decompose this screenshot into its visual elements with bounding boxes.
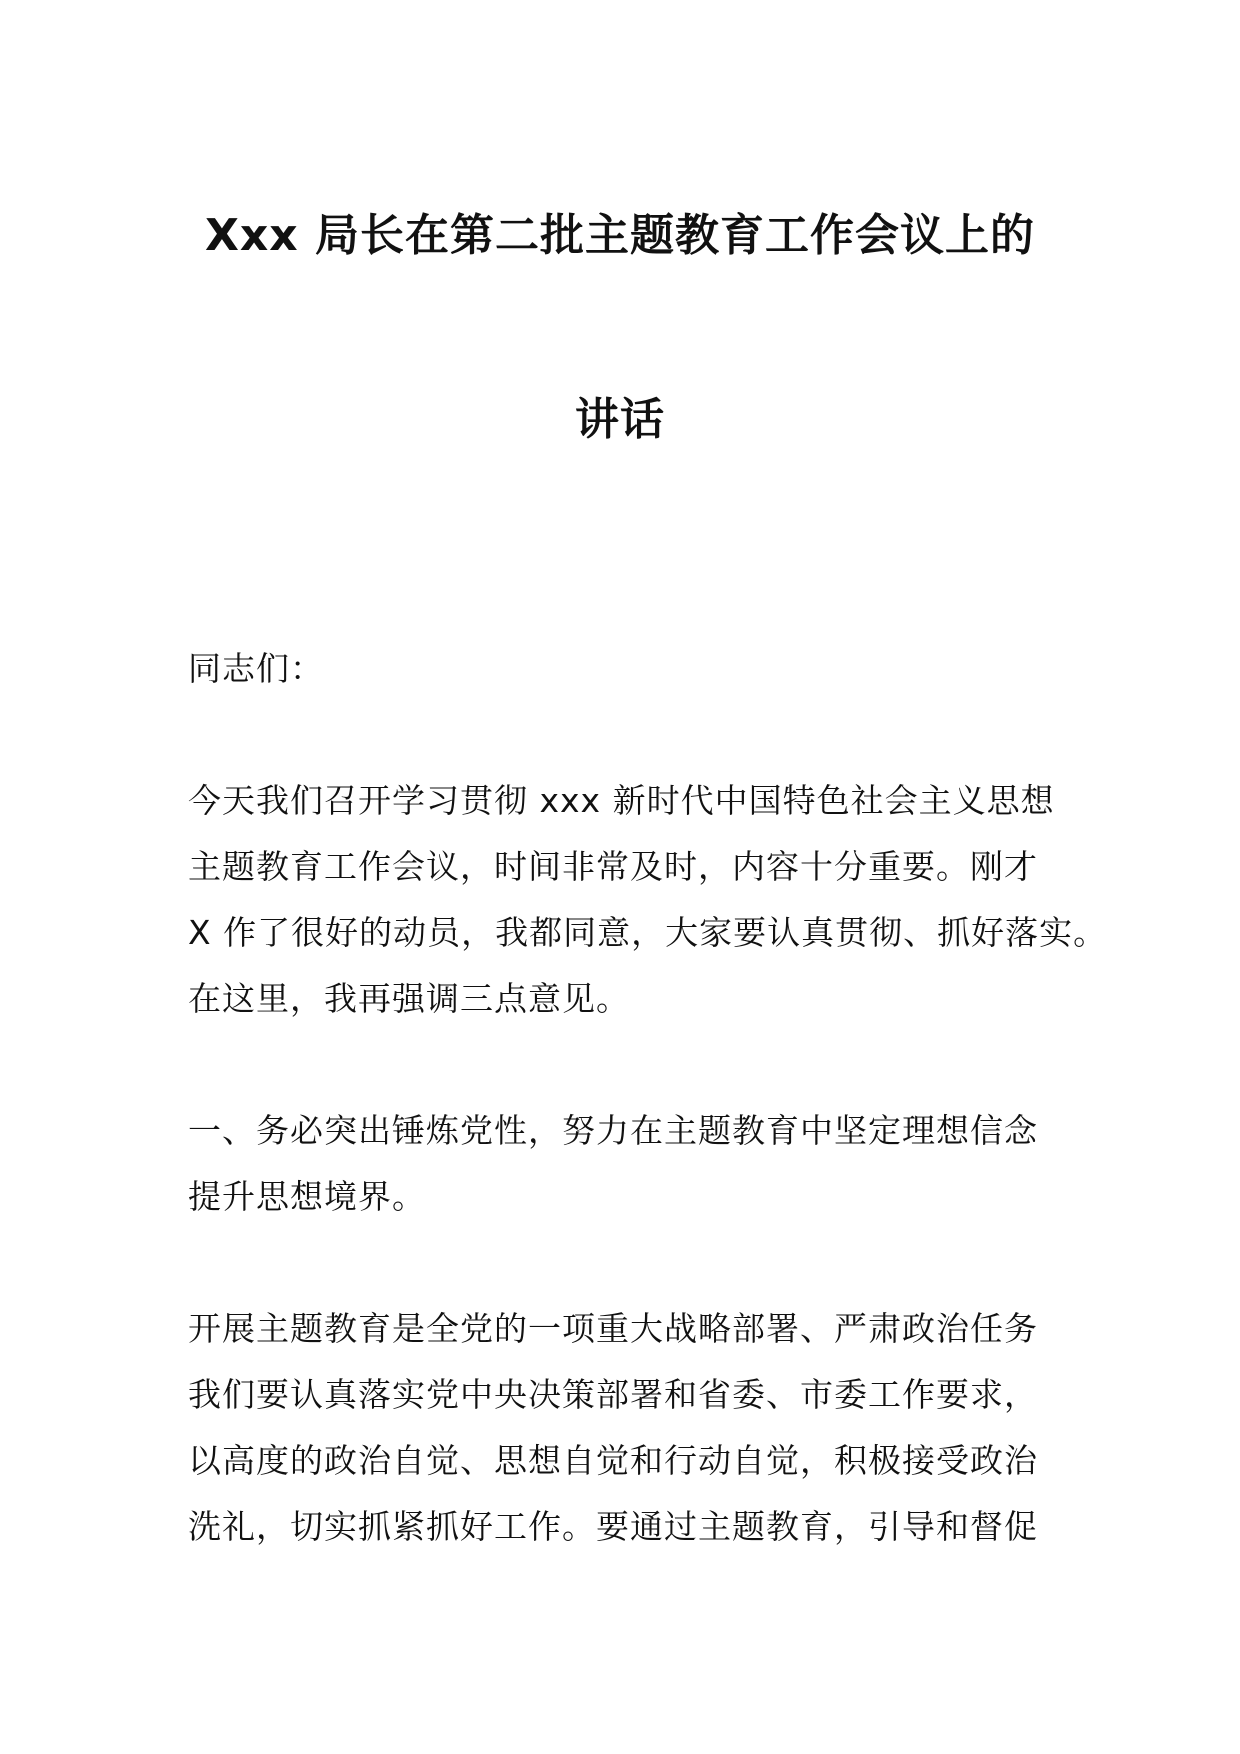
paragraph-body [188, 1296, 1068, 1560]
heading-line: 提升思想境界。 [188, 1177, 426, 1216]
salutation: 同志们： [188, 649, 324, 688]
paragraph-line: 洗礼，切实抓紧抓好工作。要通过主题教育，引导和督促 [188, 1507, 1038, 1546]
paragraph-line: 主题教育工作会议，时间非常及时，内容十分重要。刚才 [188, 847, 1038, 886]
paragraph-line: 我们要认真落实党中央决策部署和省委、市委工作要求， [188, 1375, 1038, 1414]
paragraph-line: 开展主题教育是全党的一项重大战略部署、严肃政治任务 [188, 1309, 1038, 1348]
paragraph-line: X 作了很好的动员，我都同意，大家要认真贯彻、抓好落实。 [188, 913, 1108, 952]
heading-line: 一、务必突出锤炼党性，努力在主题教育中坚定理想信念 [188, 1111, 1038, 1150]
document-title-line-1: Xxx 局长在第二批主题教育工作会议上的 [204, 210, 1035, 261]
document-title-line-2: 讲话 [575, 394, 665, 445]
paragraph-intro [188, 768, 1108, 1032]
paragraph-line: 今天我们召开学习贯彻 xxx 新时代中国特色社会主义思想 [188, 781, 1055, 820]
section-heading-1 [188, 1098, 1068, 1230]
paragraph-line: 以高度的政治自觉、思想自觉和行动自觉，积极接受政治 [188, 1441, 1038, 1480]
paragraph-line: 在这里，我再强调三点意见。 [188, 979, 630, 1018]
